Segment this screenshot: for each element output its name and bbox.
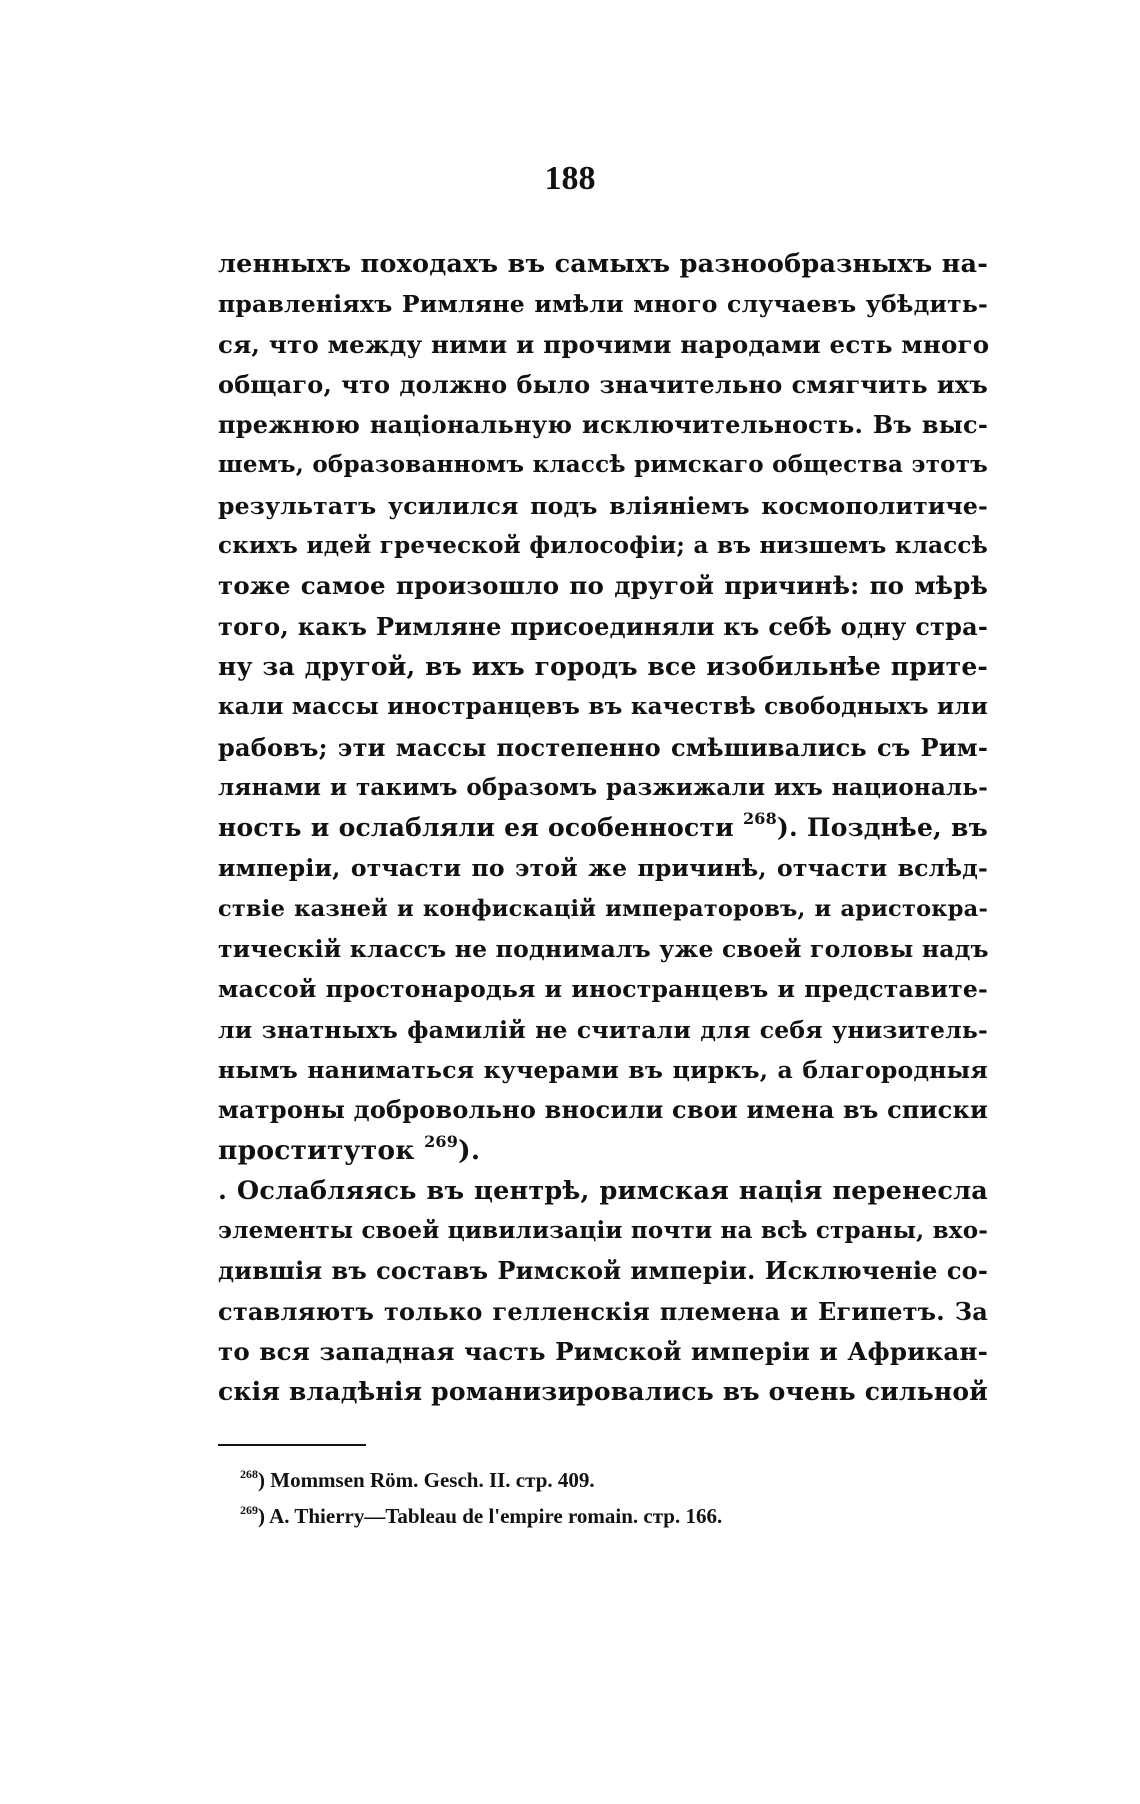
text-line: рабовъ; эти массы постепенно смѣшивались съ Рим- xyxy=(218,732,988,762)
text-line: ну за другой, въ ихъ городъ все изобильнѣе прите- xyxy=(218,651,988,681)
text-segment: ). Позднѣе, въ xyxy=(776,813,988,843)
text-line: правленіяхъ Римляне имѣли много случаевъ убѣдить- xyxy=(218,290,988,319)
text-line: ставляютъ только гелленскія племена и Египетъ. За xyxy=(218,1296,988,1326)
text-line: общаго, что должно было значительно смягчить ихъ xyxy=(218,369,988,399)
text-line: тоже самое произошло по другой причинѣ: по мѣрѣ xyxy=(218,571,988,601)
text-line: того, какъ Римляне присоединяли къ себѣ одну стра- xyxy=(218,611,988,641)
text-line: . Ослабляясь въ центрѣ, римская нація перенесла xyxy=(218,1175,988,1206)
text-line: скихъ идей греческой философіи; а въ низшемъ классѣ xyxy=(218,532,988,560)
text-line: массой простонародья и иностранцевъ и представите- xyxy=(218,975,988,1004)
text-line: кали массы иностранцевъ въ качествѣ свободныхъ или xyxy=(218,693,988,721)
text-line: ствіе казней и конфискацій императоровъ, и аристокра- xyxy=(218,895,988,922)
page-number: 188 xyxy=(544,160,596,197)
footnote-divider xyxy=(218,1444,366,1446)
footnote-269 xyxy=(240,1498,1000,1534)
footnote-text: ) Mommsen Röm. Gesch. II. стр. 409. xyxy=(258,1468,595,1492)
footnote-268 xyxy=(240,1462,1000,1498)
text-line: прежнюю національную исключительность. Въ выс- xyxy=(218,410,988,440)
text-segment: ность и ослабляли ея особенности xyxy=(218,813,734,843)
text-line-with-ref-268 xyxy=(218,808,988,848)
text-line: элементы своей цивилизаціи почти на всѣ страны, вхо- xyxy=(218,1217,988,1245)
footnote-ref-268: 268 xyxy=(742,809,777,829)
text-line: нымъ наниматься кучерами въ циркъ, а благородныя xyxy=(218,1055,988,1084)
text-line: матроны добровольно вносили свои имена въ списки xyxy=(218,1095,989,1125)
footnotes xyxy=(240,1462,1000,1534)
text-line: имперіи, отчасти по этой же причинѣ, отчасти вслѣд- xyxy=(218,854,988,883)
text-line: результатъ усилился подъ вліяніемъ космополитиче- xyxy=(218,491,988,520)
text-line: дившія въ составъ Римской имперіи. Исключеніе со- xyxy=(218,1256,988,1286)
text-line: ся, что между ними и прочими народами есть много xyxy=(218,329,990,359)
text-line-with-ref-269 xyxy=(218,1131,988,1171)
text-line: то вся западная часть Римской имперіи и Африкан- xyxy=(218,1337,988,1367)
text-line: шемъ, образованномъ классѣ римскаго общества этотъ xyxy=(218,451,988,479)
text-segment: ). xyxy=(458,1134,481,1166)
footnote-ref-269: 269 xyxy=(424,1131,459,1151)
footnote-text: ) A. Thierry—Tableau de l'empire romain. стр. 166. xyxy=(258,1504,723,1528)
text-segment: проституток xyxy=(218,1134,415,1166)
text-line: скія владѣнія романизировались въ очень сильной xyxy=(218,1377,988,1407)
body-text xyxy=(218,244,988,1413)
text-line: тическій классъ не поднималъ уже своей головы надъ xyxy=(218,935,989,964)
text-line: ли знатныхъ фамилій не считали для себя унизитель- xyxy=(218,1015,988,1044)
footnote-number: 268 xyxy=(240,1467,258,1481)
text-line: лянами и такимъ образомъ разжижали ихъ националь- xyxy=(218,773,988,801)
text-line: ленныхъ походахъ въ самыхъ разнообразныхъ на- xyxy=(218,249,988,279)
footnote-number: 269 xyxy=(240,1503,258,1517)
